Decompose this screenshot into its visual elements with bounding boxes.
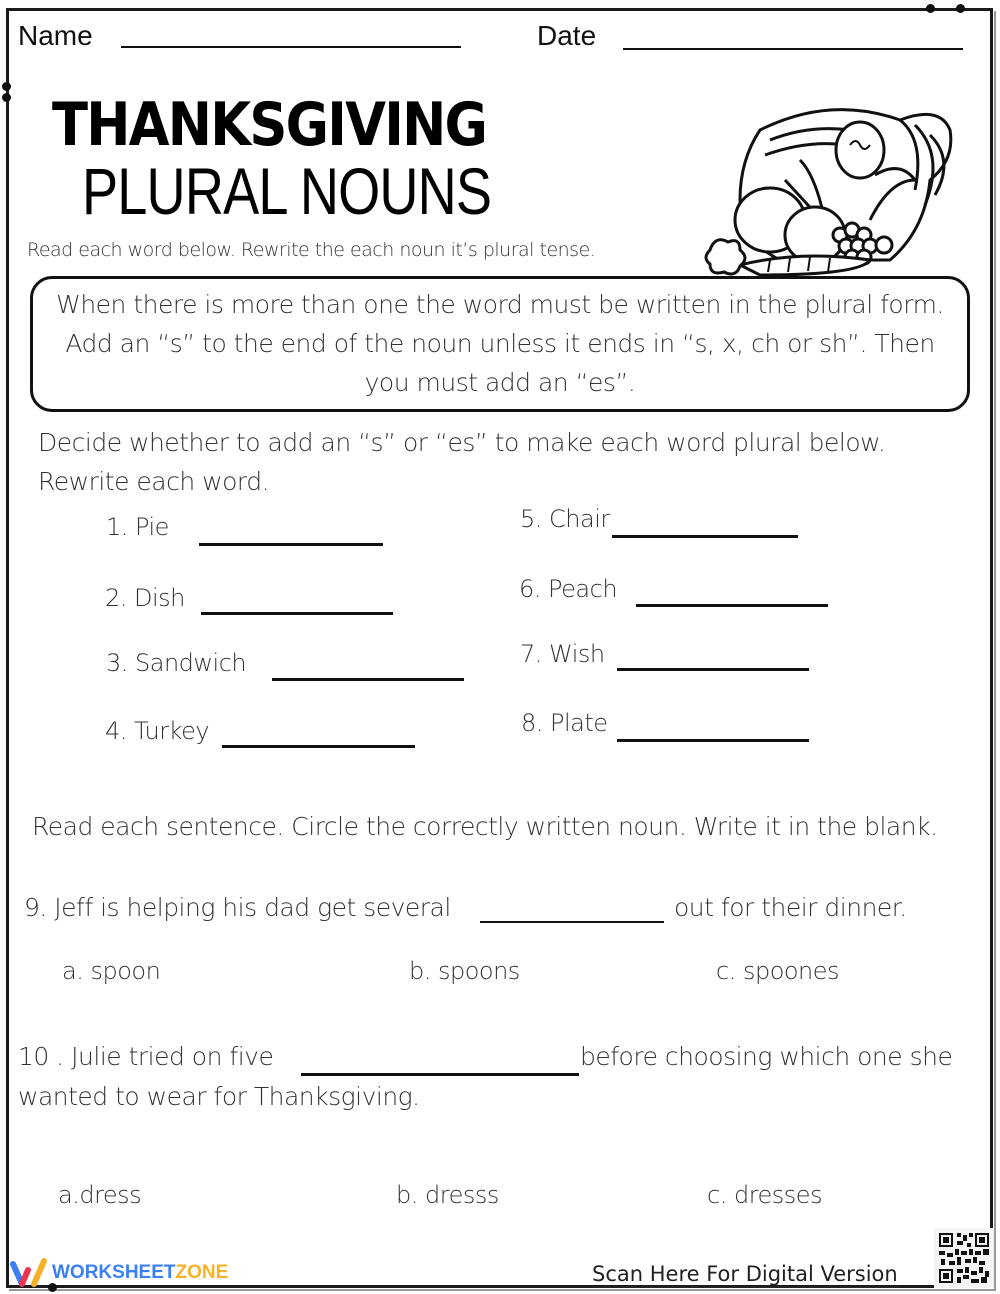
border-dot (926, 4, 935, 13)
word-dish: 2. Dish (105, 584, 185, 612)
brand-name (52, 1262, 228, 1284)
rule-line-1: When there is more than one the word must be written in the plural form. (56, 290, 944, 319)
border-dot (956, 4, 965, 13)
q10-option-b[interactable]: b. dresss (396, 1181, 499, 1209)
answer-line-dish[interactable] (201, 612, 393, 615)
date-label: Date (537, 20, 597, 51)
word-plate: 8. Plate (521, 709, 608, 737)
part1-instruction-line2: Rewrite each word. (38, 467, 270, 496)
answer-line-wish[interactable] (617, 668, 809, 671)
name-input-line[interactable] (121, 46, 461, 48)
brand-worksheet: WORKSHEET (52, 1262, 176, 1283)
border-dot (2, 93, 11, 102)
border-dot (2, 82, 11, 91)
word-wish: 7. Wish (520, 640, 605, 668)
brand-zone: ZONE (175, 1262, 229, 1283)
answer-line-sandwich[interactable] (272, 678, 464, 681)
q9-option-a[interactable]: a. spoon (62, 957, 161, 985)
q10-option-a[interactable]: a.dress (58, 1181, 142, 1209)
rule-line-2: Add an “s” to the end of the noun unless it ends in “s, x, ch or sh”. Then (65, 329, 935, 358)
word-chair: 5. Chair (520, 505, 610, 533)
part1-instruction-line1: Decide whether to add an “s” or “es” to make each word plural below. (38, 428, 886, 457)
title-plural-nouns: PLURAL NOUNS (82, 154, 492, 228)
word-sandwich: 3. Sandwich (106, 649, 247, 677)
worksheet-zone-logo-icon (8, 1258, 48, 1288)
q9-option-b[interactable]: b. spoons (409, 957, 520, 985)
q10-text-line2: wanted to wear for Thanksgiving. (18, 1082, 420, 1111)
rule-text (30, 285, 970, 402)
title-thanksgiving: THANKSGIVING (52, 90, 487, 160)
border-dot (48, 1283, 57, 1292)
part2-instruction: Read each sentence. Circle the correctly written noun. Write it in the blank. (32, 812, 938, 841)
word-turkey: 4. Turkey (105, 717, 210, 745)
q10-answer-line[interactable] (301, 1073, 579, 1076)
qr-code-icon[interactable] (934, 1228, 994, 1288)
q9-text-after: out for their dinner. (674, 893, 907, 922)
cornucopia-icon (700, 100, 965, 280)
answer-line-plate[interactable] (617, 739, 809, 742)
answer-line-pie[interactable] (199, 543, 383, 546)
q10-text-before: 10 . Julie tried on five (18, 1042, 274, 1071)
answer-line-turkey[interactable] (222, 745, 415, 748)
rule-line-3: you must add an “es”. (364, 368, 636, 397)
date-input-line[interactable] (623, 48, 963, 50)
intro-instruction: Read each word below. Rewrite the each noun it’s plural tense. (27, 239, 596, 261)
q9-option-c[interactable]: c. spoones (716, 957, 840, 985)
word-peach: 6. Peach (519, 575, 618, 603)
word-pie: 1. Pie (106, 513, 169, 541)
name-label: Name (18, 20, 93, 51)
scan-digital-version-link[interactable]: Scan Here For Digital Version (592, 1262, 898, 1286)
q9-text-before: 9. Jeff is helping his dad get several (24, 893, 451, 922)
answer-line-chair[interactable] (612, 535, 798, 538)
q9-answer-line[interactable] (480, 921, 664, 923)
q10-option-c[interactable]: c. dresses (707, 1181, 823, 1209)
q10-text-after: before choosing which one she (580, 1042, 953, 1071)
answer-line-peach[interactable] (636, 604, 828, 607)
